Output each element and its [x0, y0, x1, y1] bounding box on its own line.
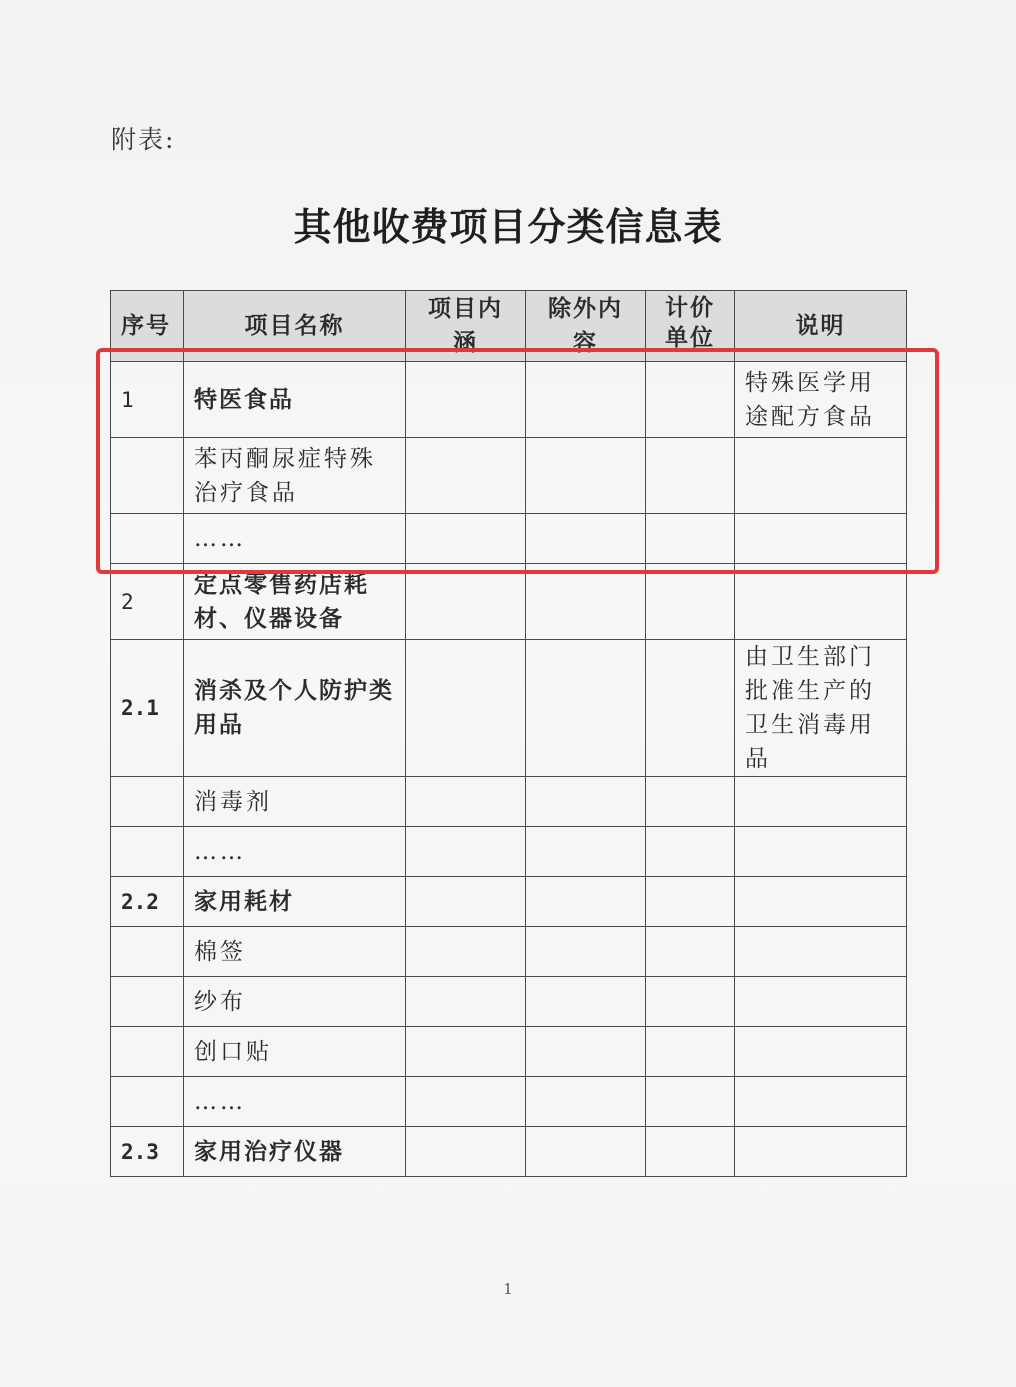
table-row [111, 927, 907, 977]
row-content-cell [406, 977, 526, 1027]
table-row [111, 977, 907, 1027]
table-row [111, 1127, 907, 1177]
column-header-name: 项目名称 [184, 291, 406, 362]
row-unit-cell [646, 1127, 735, 1177]
row-unit-cell [646, 514, 735, 564]
row-content-cell [406, 1127, 526, 1177]
table-row [111, 827, 907, 877]
row-note-cell [735, 777, 907, 827]
row-unit-cell [646, 827, 735, 877]
row-note-cell: 特殊医学用途配方食品 [735, 362, 907, 438]
row-name-cell: 家用耗材 [184, 877, 406, 927]
row-excluded-cell [526, 1027, 646, 1077]
row-content-cell [406, 1027, 526, 1077]
row-name-cell: 棉签 [184, 927, 406, 977]
row-content-cell [406, 564, 526, 640]
table-row [111, 362, 907, 438]
column-header-unit-label: 计价单位 [665, 294, 715, 351]
row-unit-cell [646, 362, 735, 438]
row-name-cell: 定点零售药店耗材、仪器设备 [184, 564, 406, 640]
table-header-row [111, 291, 907, 362]
row-seq-cell: 2 [111, 564, 184, 640]
row-seq-cell [111, 977, 184, 1027]
row-seq-cell [111, 827, 184, 877]
row-excluded-cell [526, 927, 646, 977]
row-note-cell [735, 927, 907, 977]
row-excluded-cell [526, 1077, 646, 1127]
row-excluded-cell [526, 1127, 646, 1177]
fee-classification-table [110, 290, 907, 1177]
table-row [111, 564, 907, 640]
row-content-cell [406, 827, 526, 877]
row-content-cell [406, 877, 526, 927]
row-excluded-cell [526, 777, 646, 827]
row-seq-cell: 2.1 [111, 640, 184, 777]
row-seq-cell [111, 1027, 184, 1077]
row-content-cell [406, 1077, 526, 1127]
row-note-cell [735, 1127, 907, 1177]
row-unit-cell [646, 877, 735, 927]
row-name-cell: …… [184, 514, 406, 564]
row-seq-cell: 2.3 [111, 1127, 184, 1177]
column-header-excluded: 除外内容 [526, 291, 646, 362]
row-unit-cell [646, 927, 735, 977]
row-excluded-cell [526, 877, 646, 927]
row-name-cell: …… [184, 827, 406, 877]
row-seq-cell: 1 [111, 362, 184, 438]
column-header-note: 说明 [735, 291, 907, 362]
row-content-cell [406, 514, 526, 564]
row-note-cell [735, 514, 907, 564]
table-body [111, 362, 907, 1177]
row-name-cell: 苯丙酮尿症特殊治疗食品 [184, 438, 406, 514]
column-header-seq: 序号 [111, 291, 184, 362]
row-note-cell [735, 877, 907, 927]
row-excluded-cell [526, 362, 646, 438]
row-unit-cell [646, 977, 735, 1027]
row-seq-cell [111, 777, 184, 827]
row-seq-cell [111, 514, 184, 564]
row-name-cell: 消杀及个人防护类用品 [184, 640, 406, 777]
row-seq-cell [111, 438, 184, 514]
row-unit-cell [646, 777, 735, 827]
table-row [111, 777, 907, 827]
table-row [111, 640, 907, 777]
row-name-cell: 纱布 [184, 977, 406, 1027]
row-note-cell [735, 1077, 907, 1127]
row-excluded-cell [526, 514, 646, 564]
row-note-cell [735, 827, 907, 877]
row-name-cell: …… [184, 1077, 406, 1127]
row-excluded-cell [526, 564, 646, 640]
row-seq-cell [111, 927, 184, 977]
row-unit-cell [646, 564, 735, 640]
table-row [111, 438, 907, 514]
page-title: 其他收费项目分类信息表 [293, 204, 723, 249]
row-unit-cell [646, 640, 735, 777]
row-note-cell [735, 438, 907, 514]
row-name-cell: 家用治疗仪器 [184, 1127, 406, 1177]
table-row [111, 1077, 907, 1127]
row-name-cell: 创口贴 [184, 1027, 406, 1077]
page-number: 1 [503, 1280, 513, 1298]
row-content-cell [406, 777, 526, 827]
row-name-cell: 消毒剂 [184, 777, 406, 827]
table-row [111, 1027, 907, 1077]
row-content-cell [406, 640, 526, 777]
row-unit-cell [646, 438, 735, 514]
column-header-content: 项目内涵 [406, 291, 526, 362]
column-header-unit [646, 291, 735, 362]
row-excluded-cell [526, 640, 646, 777]
row-content-cell [406, 362, 526, 438]
row-seq-cell [111, 1077, 184, 1127]
row-note-cell: 由卫生部门批准生产的卫生消毒用品 [735, 640, 907, 777]
row-seq-cell: 2.2 [111, 877, 184, 927]
row-excluded-cell [526, 977, 646, 1027]
attachment-label: 附表: [111, 125, 176, 154]
row-note-cell [735, 564, 907, 640]
row-note-cell [735, 1027, 907, 1077]
row-content-cell [406, 438, 526, 514]
table-row [111, 514, 907, 564]
row-note-cell [735, 977, 907, 1027]
row-content-cell [406, 927, 526, 977]
row-unit-cell [646, 1077, 735, 1127]
row-excluded-cell [526, 827, 646, 877]
row-excluded-cell [526, 438, 646, 514]
table-row [111, 877, 907, 927]
row-unit-cell [646, 1027, 735, 1077]
row-name-cell: 特医食品 [184, 362, 406, 438]
